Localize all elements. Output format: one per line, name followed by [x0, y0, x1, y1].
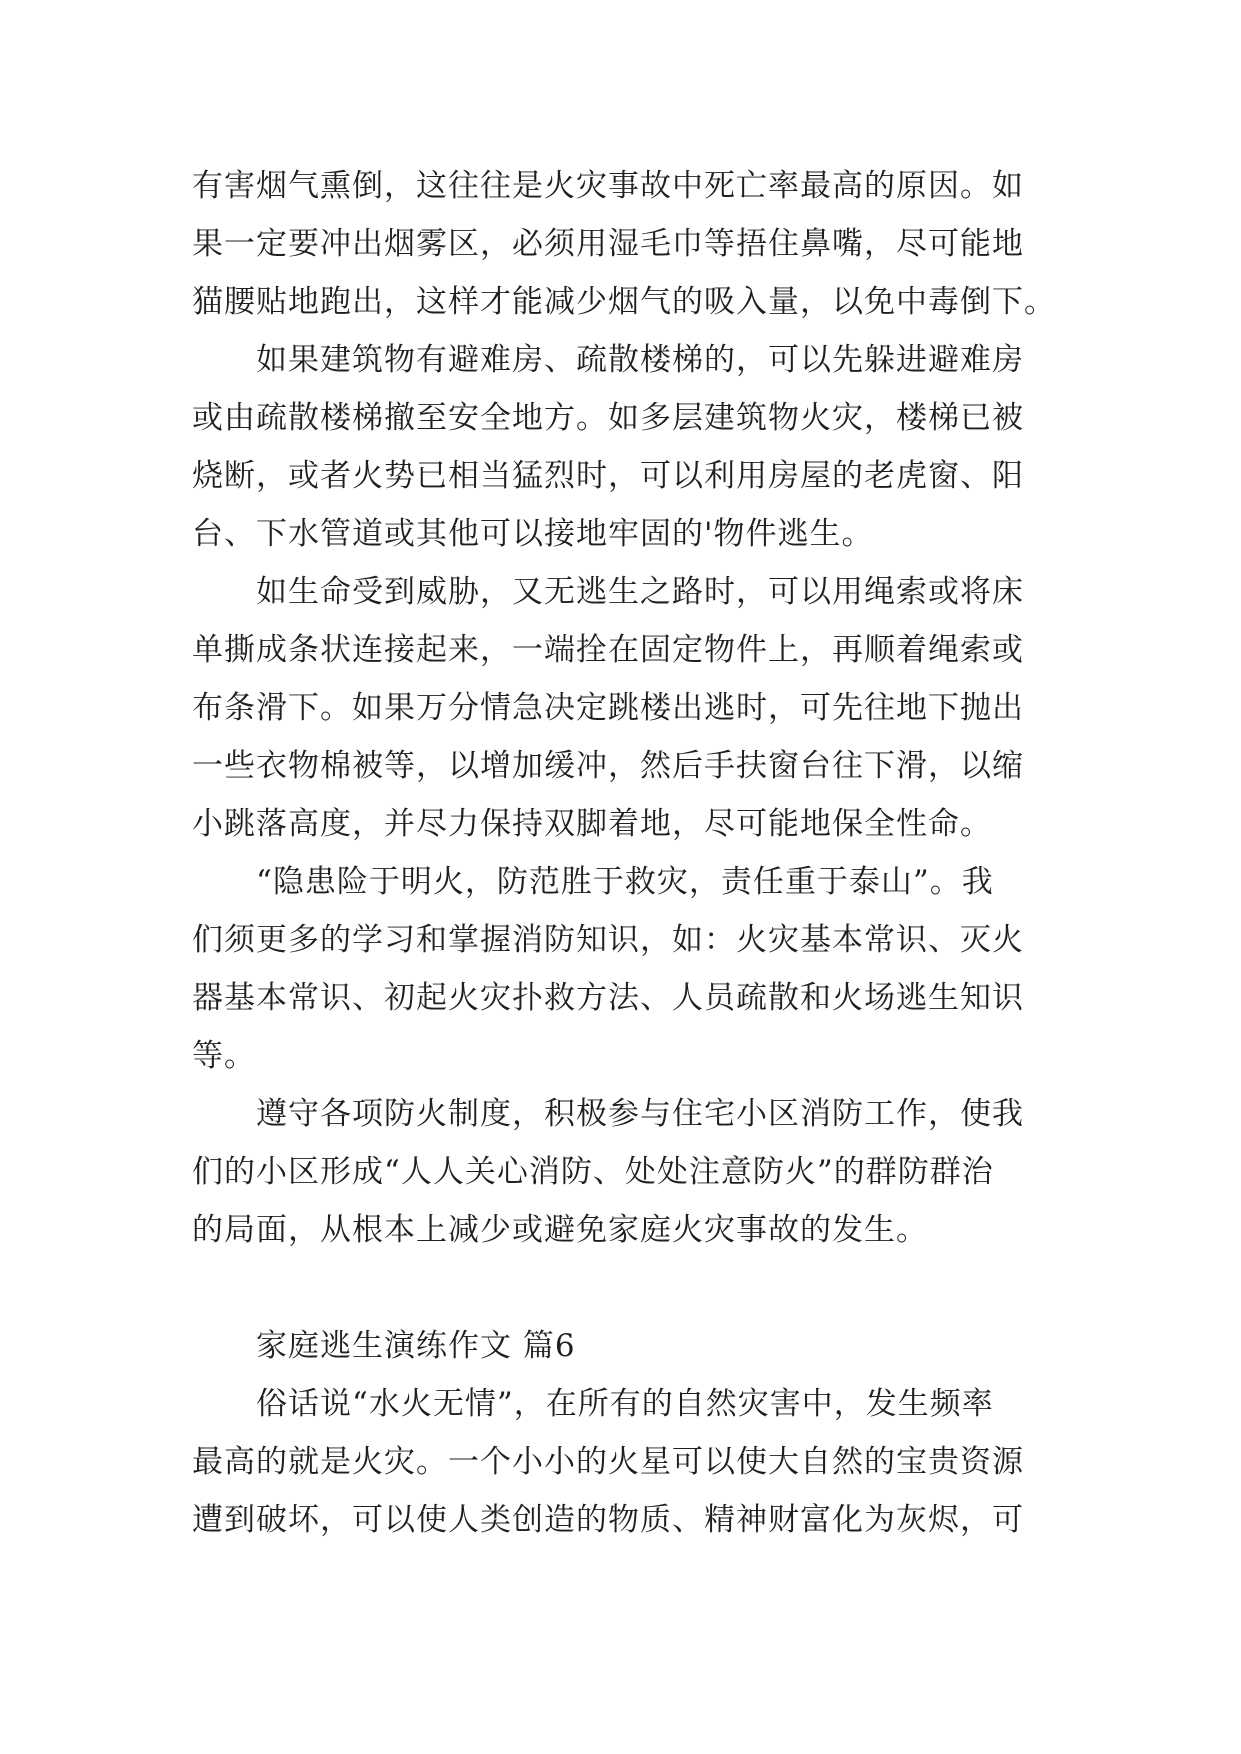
paragraph-line: 器基本常识、初起火灾扑救方法、人员疏散和火场逃生知识 — [192, 980, 1024, 1016]
paragraph-line: 一些衣物棉被等，以增加缓冲，然后手扶窗台往下滑，以缩 — [192, 748, 1024, 784]
paragraph-line: “隐患险于明火，防范胜于救灾，责任重于泰山”。我 — [192, 864, 994, 900]
paragraph-5 — [192, 1085, 1052, 1259]
paragraph-line: 们的小区形成“人人关心消防、处处注意防火”的群防群治 — [192, 1154, 994, 1190]
paragraph-line: 如生命受到威胁，又无逃生之路时，可以用绳索或将床 — [192, 574, 1024, 610]
paragraph-4 — [192, 853, 1052, 1085]
paragraph-line: 烧断，或者火势已相当猛烈时，可以利用房屋的老虎窗、阳 — [192, 458, 1024, 494]
paragraph-line: 台、下水管道或其他可以接地牢固的'物件逃生。 — [192, 516, 874, 552]
paragraph-line: 的局面，从根本上减少或避免家庭火灾事故的发生。 — [192, 1212, 928, 1248]
paragraph-1 — [192, 157, 1056, 331]
paragraph-line: 猫腰贴地跑出，这样才能减少烟气的吸入量，以免中毒倒下。 — [192, 284, 1056, 320]
paragraph-6 — [192, 1375, 1052, 1549]
paragraph-line: 等。 — [192, 1038, 256, 1074]
paragraph-line: 或由疏散楼梯撤至安全地方。如多层建筑物火灾，楼梯已被 — [192, 400, 1024, 436]
paragraph-line: 遵守各项防火制度，积极参与住宅小区消防工作，使我 — [192, 1096, 1024, 1132]
paragraph-line: 最高的就是火灾。一个小小的火星可以使大自然的宝贵资源 — [192, 1444, 1024, 1480]
paragraph-line: 有害烟气熏倒，这往往是火灾事故中死亡率最高的原因。如 — [192, 168, 1024, 204]
section-heading — [192, 1317, 1052, 1375]
paragraph-line: 布条滑下。如果万分情急决定跳楼出逃时，可先往地下抛出 — [192, 690, 1024, 726]
paragraph-line: 们须更多的学习和掌握消防知识，如：火灾基本常识、灭火 — [192, 922, 1024, 958]
heading-text: 家庭逃生演练作文 篇6 — [192, 1328, 576, 1364]
paragraph-2 — [192, 331, 1052, 563]
paragraph-line: 小跳落高度，并尽力保持双脚着地，尽可能地保全性命。 — [192, 806, 992, 842]
paragraph-line: 俗话说“水火无情”，在所有的自然灾害中，发生频率 — [192, 1386, 994, 1422]
paragraph-line: 如果建筑物有避难房、疏散楼梯的，可以先躲进避难房 — [192, 342, 1024, 378]
paragraph-3 — [192, 563, 1052, 853]
paragraph-line: 单撕成条状连接起来，一端拴在固定物件上，再顺着绳索或 — [192, 632, 1024, 668]
paragraph-line: 果一定要冲出烟雾区，必须用湿毛巾等捂住鼻嘴，尽可能地 — [192, 226, 1024, 262]
paragraph-line: 遭到破坏，可以使人类创造的物质、精神财富化为灰烬，可 — [192, 1502, 1024, 1538]
